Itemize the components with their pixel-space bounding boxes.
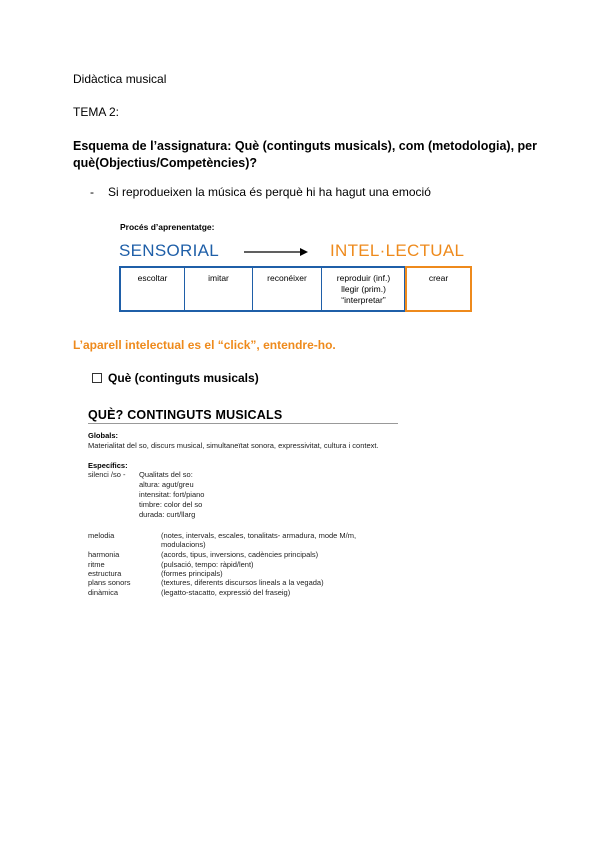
desc-harmonia: (acords, tipus, inversions, cadències principals) (161, 550, 319, 559)
desc-ritme: (pulsació, tempo: ràpid/lent) (161, 560, 254, 569)
sensorial-label: SENSORIAL (119, 241, 220, 260)
specifics-label: Específics: (88, 461, 128, 470)
arrow-right-icon (240, 246, 310, 258)
silenci-term: silenci /so - (88, 470, 126, 479)
checkbox[interactable] (92, 373, 102, 383)
term-harmonia: harmonia (88, 550, 120, 559)
desc-dinamica: (legatto-stacatto, expressió del fraseig) (161, 588, 291, 597)
term-ritme: ritme (88, 560, 105, 569)
qualitats-title: Qualitats del so: (139, 470, 193, 479)
cell-reconeixer (253, 268, 321, 312)
qualitat-item: altura: agut/greu (139, 480, 194, 489)
checkbox-label: Què (continguts musicals) (108, 371, 259, 385)
qualitat-item: timbre: color del so (139, 500, 203, 509)
term-estructura: estructura (88, 569, 122, 578)
cell-crear (407, 268, 470, 312)
cell-imitar (185, 268, 252, 312)
document-title: Didàctica musical (73, 72, 167, 86)
globals-text: Materialitat del so, discurs musical, simultaneïtat sonora, expressivitat, cultura i context. (88, 441, 379, 450)
desc-melodia: (notes, intervals, escales, tonalitats- armadura, mode M/m, (161, 531, 357, 540)
title-underline (88, 423, 398, 424)
desc-estructura: (formes principals) (161, 569, 223, 578)
intellectual-note: L’aparell intelectual es el “click”, entendre-ho. (73, 338, 336, 352)
section-heading-line1: Esquema de l’assignatura: Què (continguts musicals), com (metodologia), per (73, 139, 537, 153)
cell-text: reproduir (inf.) (336, 273, 391, 283)
qualitat-item: intensitat: fort/piano (139, 490, 205, 499)
contents-title: QUÈ? CONTINGUTS MUSICALS (88, 408, 283, 422)
cell-text: reconéixer (267, 273, 307, 283)
bullet-dash: - (90, 185, 94, 199)
cell-text: imitar (208, 273, 229, 283)
intellectual-label: INTEL·LECTUAL (330, 241, 465, 260)
cell-escoltar (121, 268, 184, 312)
cell-reproduir (322, 268, 405, 312)
desc-melodia-cont: modulacions) (161, 540, 206, 549)
topic-label: TEMA 2: (73, 105, 120, 119)
term-plans-sonors: plans sonors (88, 578, 131, 587)
globals-label: Globals: (88, 431, 119, 440)
desc-plans-sonors: (textures, diferents discursos lineals a la vegada) (161, 578, 324, 587)
cell-text: llegir (prim.) (341, 284, 386, 294)
bullet-text: Si reprodueixen la música és perquè hi ha hagut una emoció (108, 185, 431, 199)
section-heading-line2: què(Objectius/Competències)? (73, 156, 258, 170)
diagram-title: Procés d’aprenentatge: (120, 222, 215, 232)
qualitat-item: durada: curt/llarg (139, 510, 196, 519)
term-melodia: melodia (88, 531, 115, 540)
cell-text: escoltar (137, 273, 168, 283)
cell-text: “interpretar” (341, 295, 386, 305)
term-dinamica: dinàmica (88, 588, 119, 597)
section-heading (73, 138, 537, 172)
cell-text: crear (428, 273, 449, 283)
